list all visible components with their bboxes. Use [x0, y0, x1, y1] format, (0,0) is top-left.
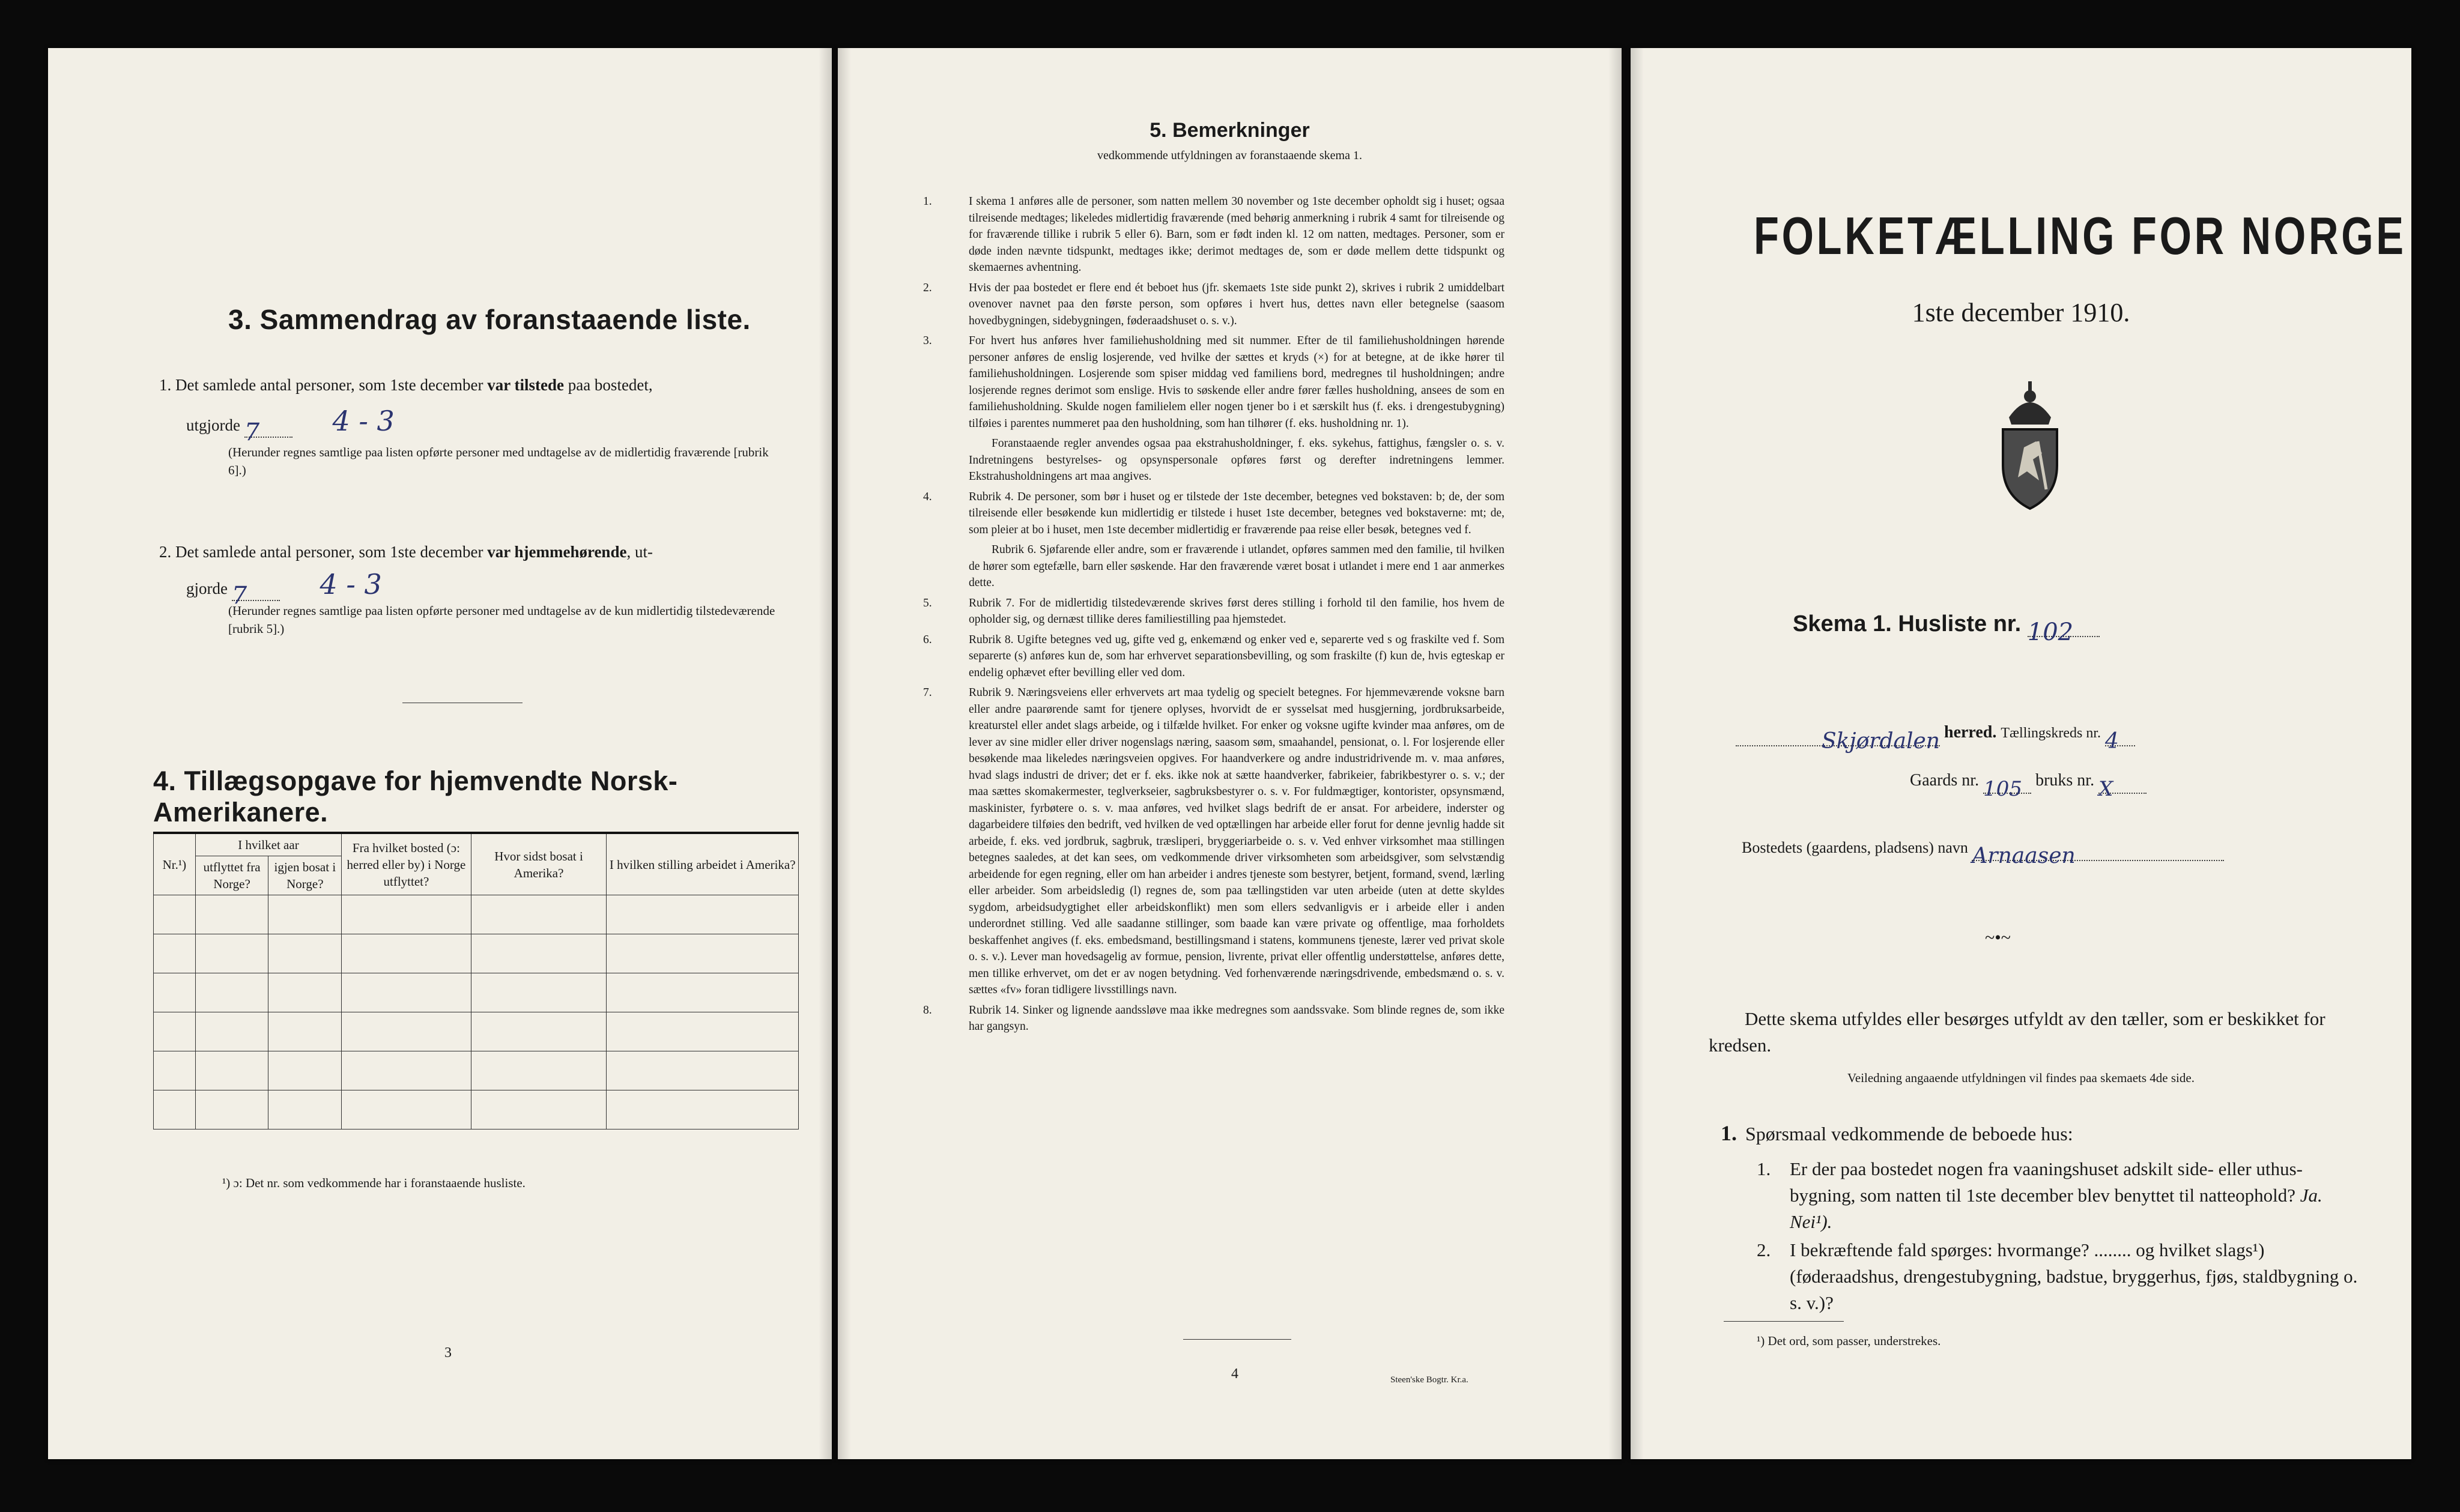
- divider: [1724, 1321, 1844, 1322]
- table-cell: [607, 1012, 799, 1051]
- handwritten-note-1: 4 - 3: [332, 405, 395, 437]
- remark-paragraph: [923, 489, 1504, 539]
- remark-number: 6.: [923, 633, 932, 646]
- remark-number: 5.: [923, 596, 932, 609]
- right-page: [1631, 48, 2411, 1459]
- remark-paragraph: [946, 542, 1504, 591]
- summary-item-1-value: utgjorde 7 4 - 3: [186, 405, 395, 446]
- divider: [1183, 1339, 1291, 1340]
- question-1: 1. Er der paa bostedet nogen fra vaaningshuset adskilt side- eller uthus-bygning, som natten til 1ste december blev benyttet til natteophold? Ja. Nei¹).: [1757, 1158, 2322, 1232]
- remarks-title: 5. Bemerkninger: [1150, 119, 1310, 142]
- norsk-amerikanere-table: [153, 832, 799, 1129]
- table-cell: [268, 1090, 342, 1129]
- handwritten-count-1: 7: [244, 419, 260, 446]
- main-title: FOLKETÆLLING FOR NORGE: [1754, 206, 2407, 265]
- table-cell: [268, 1012, 342, 1051]
- table-row: [154, 1051, 799, 1090]
- remarks-subtitle: vedkommende utfyldningen av foranstaaende skema 1.: [1097, 149, 1362, 162]
- herred-line: Skjørdalen herred. Tællingskreds nr. 4: [1736, 719, 2384, 746]
- remark-text: Foranstaaende regler anvendes ogsaa paa ekstrahusholdninger, f. eks. sykehus, fattighus, fængsler o. s. v. Indretningens bestyrelses- og opsynspersonale opføres først og derefter indretningens lemmer. Ekstrahusholdningens art maa angives.: [969, 437, 1504, 483]
- table-row: [154, 934, 799, 973]
- table-cell: [471, 1090, 607, 1129]
- remark-paragraph: [923, 333, 1504, 432]
- table-footnote: ¹) ɔ: Det nr. som vedkommende har i foranstaaende husliste.: [222, 1176, 526, 1190]
- table-cell: [195, 1012, 268, 1051]
- bosted-line: Bostedets (gaardens, pladsens) navn Arnaasen: [1742, 835, 2224, 861]
- table-cell: [195, 934, 268, 973]
- table-cell: [342, 1090, 471, 1129]
- table-cell: [342, 934, 471, 973]
- col-nr: Nr.¹): [154, 833, 196, 895]
- herred-hand: Skjørdalen: [1821, 729, 1940, 754]
- summary-note-1: (Herunder regnes samtlige paa listen opførte personer med undtagelse av de midlertidig fraværende [rubrik 6].): [228, 445, 769, 477]
- remark-text: I skema 1 anføres alle de personer, som natten mellem 30 november og 1ste december opholdt sig i huset; ogsaa tilreisende medtages; likeledes midlertidig fraværende (med behørig anmerkning i rubrik 4 samt for tilreisende og for fraværende tillike i rubrik 5 eller 6). Barn, som er født inden kl. 12 om natten, medtages. Personer, som er døde inden nævnte tidspunkt, medtages ikke; derimot medtages de, som er døde mellem dette tidspunkt og skemaernes avhentning.: [969, 195, 1504, 274]
- remark-text: Rubrik 8. Ugifte betegnes ved ug, gifte ved g, enkemænd og enker ved e, separerte ved s og fraskilte ved f. Som separerte (s) anføres kun de, som har erhvervet separationsbevilling, og som fraskilte (f) kun de, hvis egteskap er endelig ophævet efter bevilling eller ved dom.: [969, 633, 1504, 679]
- printer-mark: Steen'ske Bogtr. Kr.a.: [1390, 1375, 1468, 1385]
- bruks-hand: X: [2098, 777, 2113, 801]
- table-cell: [342, 1012, 471, 1051]
- remark-paragraph: [923, 280, 1504, 330]
- page-number: 3: [444, 1345, 452, 1361]
- right-footnote: ¹) Det ord, som passer, understrekes.: [1757, 1334, 1941, 1348]
- table-row: [154, 1012, 799, 1051]
- remark-text: Rubrik 7. For de midlertidig tilstedeværende skrives først deres stilling i forhold til den familie, hos hvem de opholder sig, og dernæst tillike deres familiestilling paa hjemstedet.: [969, 596, 1504, 626]
- remark-number: 1.: [923, 195, 932, 208]
- table-cell: [195, 1051, 268, 1090]
- table-cell: [268, 895, 342, 934]
- table-cell: [471, 973, 607, 1012]
- col-utflyttet: utflyttet fra Norge?: [195, 856, 268, 895]
- table-cell: [195, 973, 268, 1012]
- schema-label: Skema 1. Husliste nr. 102: [1793, 611, 2100, 637]
- bosted-hand: Arnaasen: [1972, 844, 2076, 868]
- census-date: 1ste december 1910.: [1912, 298, 2130, 327]
- remark-text: For hvert hus anføres hver familiehusholdning med sit nummer. Efter de til familiehusholdningen hørende personer anføres de enslig losjerende, ved hvilke der sættes et kryds (×) for at betegne, at de ikke hører til familiehusholdningen. Losjerende som spiser middag ved familiens bord, medregnes til husholdningen; andre losjerende regnes derimot som enslige. Hvis to søskende eller andre fører fælles husholdning, ansees de som en familiehusholdning. Skulde nogen familielem eller nogen tjener bo i et særskilt hus (f. eks. i drengestubygning) tilføies i parentes nummeret paa den husholdning, som han tilhører (f. eks. husholdning nr. 1).: [969, 334, 1504, 430]
- remark-text: Rubrik 6. Sjøfarende eller andre, som er fraværende i utlandet, opføres sammen med den familie, til hvilken de hører som egtefælle, barn eller søskende. Har den fraværende været bosat i utlandet i mere end 1 aar anmerkes dette.: [969, 543, 1504, 589]
- remark-number: 2.: [923, 281, 932, 294]
- table-cell: [195, 895, 268, 934]
- table-cell: [471, 1012, 607, 1051]
- section4-title: 4. Tillægsopgave for hjemvendte Norsk-Amerikanere.: [153, 766, 678, 827]
- question-2: 2. I bekræftende fald spørges: hvormange? ........ og hvilket slags¹) (føderaadshus, drengestubygning, badstue, bryggerhus, fjøs, staldbygning o. s. v.)?: [1757, 1239, 2358, 1313]
- table-cell: [154, 895, 196, 934]
- table-cell: [471, 1051, 607, 1090]
- table-cell: [607, 1051, 799, 1090]
- middle-page: [838, 48, 1622, 1459]
- intro-text: Dette skema utfyldes eller besørges utfyldt av den tæller, som er beskikket for kredsen.: [1709, 1008, 2325, 1056]
- table-cell: [607, 895, 799, 934]
- question-1-answer: Ja. Nei¹).: [1790, 1185, 2322, 1232]
- table-cell: [607, 934, 799, 973]
- remark-text: Hvis der paa bostedet er flere end ét beboet hus (jfr. skemaets 1ste side punkt 2), skrives i rubrik 2 umiddelbart ovenover navnet paa den første person, som opføres i hvert hus, dettes navn eller betegnelse (saasom hovedbygningen, sidebygningen, føderaadshuset o. s. v.).: [969, 281, 1504, 327]
- table-cell: [471, 934, 607, 973]
- remark-number: 4.: [923, 490, 932, 503]
- table-cell: [195, 1090, 268, 1129]
- table-cell: [268, 934, 342, 973]
- table-body: [154, 895, 799, 1129]
- page-number: 4: [1231, 1366, 1238, 1382]
- husliste-nr-hand: 102: [2027, 618, 2074, 646]
- remark-paragraph: [923, 595, 1504, 628]
- table-cell: [154, 1012, 196, 1051]
- table-cell: [607, 1090, 799, 1129]
- table-row: [154, 895, 799, 934]
- kreds-hand: 4: [2105, 729, 2119, 754]
- table-cell: [607, 973, 799, 1012]
- remark-number: 8.: [923, 1003, 932, 1017]
- table-cell: [268, 973, 342, 1012]
- table-cell: [342, 895, 471, 934]
- gaards-hand: 105: [1983, 777, 2022, 801]
- coat-of-arms-icon: [1991, 375, 2069, 513]
- table-cell: [268, 1051, 342, 1090]
- remark-number: 7.: [923, 686, 932, 699]
- table-cell: [154, 1051, 196, 1090]
- table-row: [154, 1090, 799, 1129]
- veiledning: Veiledning angaaende utfyldningen vil findes paa skemaets 4de side.: [1847, 1071, 2195, 1085]
- summary-item-2-value: gjorde 7 4 - 3: [186, 568, 382, 609]
- table-cell: [154, 1090, 196, 1129]
- remarks-list: [923, 193, 1504, 1039]
- left-page: [48, 48, 832, 1459]
- remark-paragraph: [946, 435, 1504, 485]
- col-hvor: Hvor sidst bosat i Amerika?: [471, 833, 607, 895]
- table-cell: [471, 895, 607, 934]
- remark-text: Rubrik 14. Sinker og lignende aandssløve maa ikke medregnes som aandssvake. Som blinde regnes de, som ikke har gangsyn.: [969, 1003, 1504, 1033]
- gaards-line: Gaards nr. 105 bruks nr. X: [1910, 767, 2146, 794]
- col-igjen: igjen bosat i Norge?: [268, 856, 342, 895]
- col-fra: Fra hvilket bosted (ɔ: herred eller by) i Norge utflyttet?: [342, 833, 471, 895]
- remark-paragraph: [923, 632, 1504, 682]
- table-cell: [154, 973, 196, 1012]
- table-cell: [154, 934, 196, 973]
- col-stilling: I hvilken stilling arbeidet i Amerika?: [607, 833, 799, 895]
- remark-paragraph: [923, 685, 1504, 999]
- remark-paragraph: [923, 193, 1504, 276]
- table-row: [154, 973, 799, 1012]
- remark-number: 3.: [923, 334, 932, 347]
- ornament-icon: ~•~: [1985, 928, 2011, 948]
- handwritten-count-2: 7: [231, 582, 247, 609]
- table-cell: [342, 1051, 471, 1090]
- summary-item-2: 2. Det samlede antal personer, som 1ste december var hjemmehørende, ut-: [159, 543, 653, 561]
- remark-paragraph: [923, 1002, 1504, 1035]
- questions-header: 1. Spørsmaal vedkommende de beboede hus:: [1721, 1121, 2073, 1145]
- section3-title: 3. Sammendrag av foranstaaende liste.: [228, 304, 751, 335]
- table-cell: [342, 973, 471, 1012]
- remark-text: Rubrik 9. Næringsveiens eller erhvervets art maa tydelig og specielt betegnes. For hjemmeværende voksne barn eller andre paarørende samt for tjenere oplyses, hvorvidt de er sysselsat med husgjerning, jordbruksarbeide, kreaturstel eller andet slags arbeide, og i tilfælde hvilket. For enker og voksne ugifte kvinder maa anføres, om de lever av sine midler eller driver nogenslags næring, saasom søm, smaahandel, pensionat, o. l. For losjerende eller besøkende maa likeledes næringsveien opgives. For haandverkere og andre industridrivende m. v. maa anføres, hvad slags industri de driver; det er f. eks. ikke nok at sætte haandverker, fabrikeier, fabrikbestyrer o. s. v.; der maa sættes skomakermester, teglverkseier, sagbruksbestyrer o. s. v. For fuldmægtiger, kontorister, opsynsmænd, maskinister, fyrbøtere o. s. v. maa anføres, ved hvilket slags bedrift de er ansat. For arbeidere, inderster og dagarbeidere tilføies den bedrift, ved hvilken de ved optællingen har arbeide eller forut for denne jevnlig hadde sit arbeide, f. eks. ved jordbruk, sagbruk, træsliperi, bryggeriarbeide o. s. v. Ved enhver virksomhet maa stillingen betegnes saaledes, at det kan sees, om vedkommende driver virksomheten som arbeidsgiver, som selvstændig arbeidende for egen regning, eller om han arbeider i andres tjeneste som bestyrer, betjent, formand, svend, lærling eller arbeider. Som arbeidsledig (l) regnes de, som paa tællingstiden var uten arbeide (uten at dette skyldes sygdom, arbeidsudygtighet eller arbeidskonflikt) men som ellers sedvanligvis er i arbeide eller i anden underordnet stilling. Ved alle saadanne stillinger, som baade kan være private og offentlige, maa forholdets beskaffenhet angives (f. eks. embedsmand, bestillingsmand i statens, kommunens tjeneste, lærer ved privat skole o. s. v.). Lever man hovedsagelig av formue, pension, livrente, privat eller offentlig understøttelse, anføres dette, men tillike erhvervet, om det er av nogen betydning. Ved forhenværende næringsdrivende, embedsmænd o. s. v. sættes «fv» foran tidligere livsstillings navn.: [969, 686, 1504, 996]
- summary-item-1: 1. Det samlede antal personer, som 1ste december var tilstede paa bostedet,: [159, 376, 653, 394]
- summary-note-2: (Herunder regnes samtlige paa listen opførte personer med undtagelse av de kun midlertidig tilstedeværende [rubrik 5].): [228, 603, 775, 636]
- remark-text: Rubrik 4. De personer, som bør i huset og er tilstede der 1ste december, betegnes ved bokstaven: b; de, der som tilreisende eller besøkende kun midlertidig er tilstede i huset 1ste december, betegnes ved bokstaverne: mt; de, som pleier at bo i huset, men 1ste december midlertidig er fraværende paa reise eller besøk, betegnes ved f.: [969, 490, 1504, 536]
- col-group-year: I hvilket aar: [195, 833, 342, 856]
- handwritten-note-2: 4 - 3: [320, 568, 382, 600]
